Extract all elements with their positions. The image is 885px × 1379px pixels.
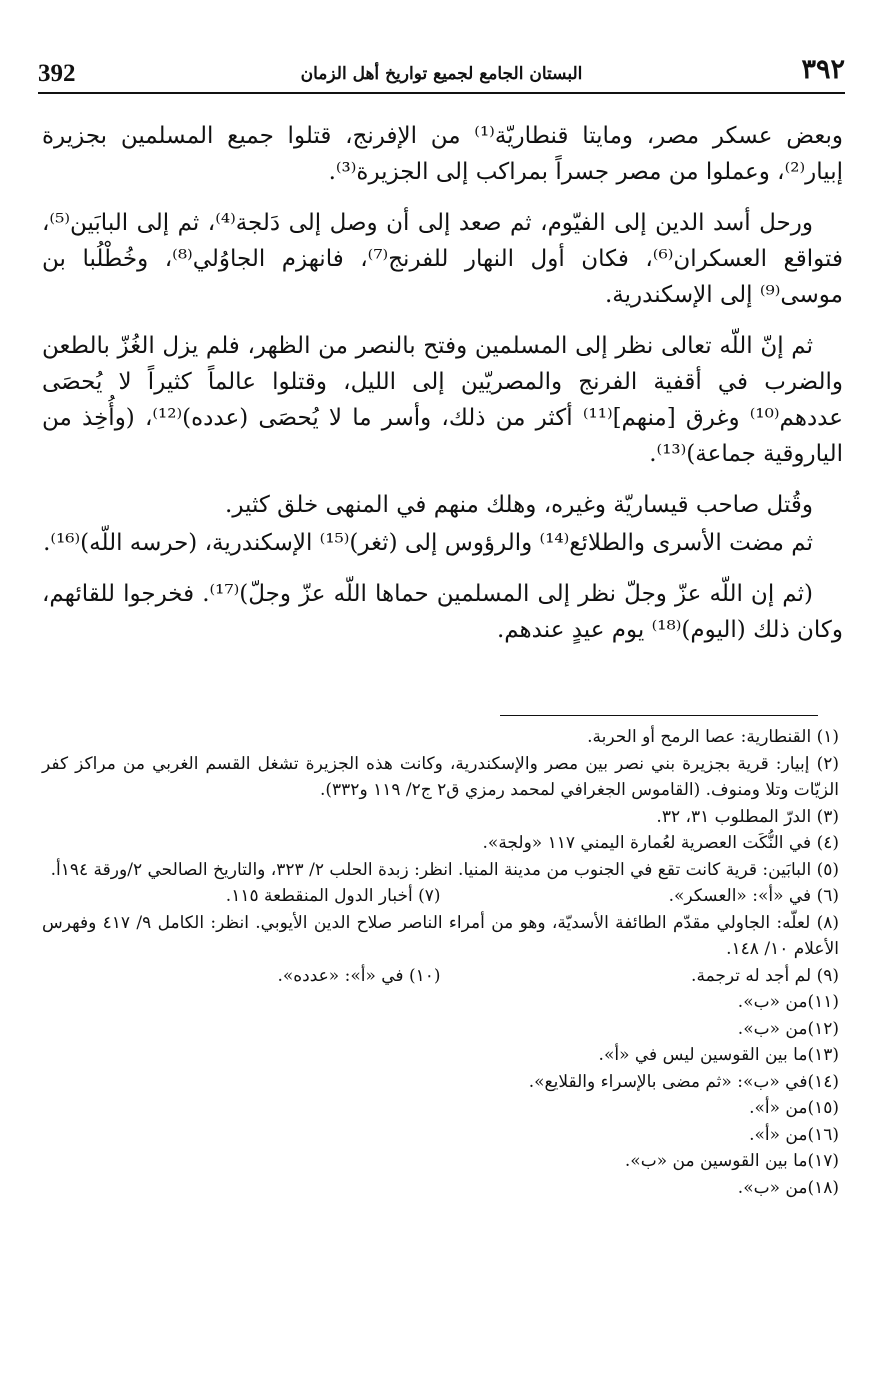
footnote: (٩) لم أجد له ترجمة. [691, 965, 839, 986]
page-number-arabic: ٣٩٢ [801, 54, 845, 85]
footnote: (٤) في النُّكَت العصرية لعُمارة اليمني ١١٧ «ولجة». [482, 833, 839, 853]
footnote: (١١)من «ب». [737, 992, 839, 1012]
footnote: (٦) في «أ»: «العسكر». [668, 886, 839, 906]
footnote: (٨) لعلّه: الجاولي مقدّم الطائفة الأسديّة، وهو من أمراء الناصر صلاح الدين الأيوبي. انظر: الكامل ٩/ ٤١٧ وفهرس الأعلام ١٠/ ١٤٨. [42, 912, 840, 959]
footnote-separator [500, 715, 818, 716]
footnote: (١٠) في «أ»: «عدده». [277, 965, 441, 986]
footnote: (١٣)ما بين القوسين ليس في «أ». [598, 1045, 839, 1065]
running-title: البستان الجامع لجميع تواريخ أهل الزمان [300, 64, 583, 84]
footnote-row [42, 883, 839, 910]
paragraph: ثم إنّ اللّه تعالى نظر إلى المسلمين وفتح بالنصر من الظهر، فلم يزل الغُزّ بالطعن والضرب في أقفية الفرنج والمصريّين إلى الليل، وقتلوا عالماً كثيراً لا يُحصَى عددهم⁽¹⁰⁾ وغرق [منهم]⁽¹¹⁾ أكثر من ذلك، وأسر ما لا يُحصَى (عدده)⁽¹²⁾، (وأُخِذ من الياروقية جماعة)⁽¹³⁾. [42, 333, 843, 467]
footnote: (١٨)من «ب». [737, 1177, 839, 1198]
paragraph: (ثم إن اللّه عزّ وجلّ نظر إلى المسلمين حماها اللّه عزّ وجلّ)⁽¹⁷⁾. فخرجوا للقائهم، وكان ذلك (اليوم)⁽¹⁸⁾ يوم عيدٍ عندهم. [42, 581, 843, 643]
paragraph: وقُتل صاحب قيساريّة وغيره، وهلك منهم في المنهى خلق كثير. [225, 492, 813, 518]
footnote: (٥) البابَين: قرية كانت تقع في الجنوب من مدينة المنيا. انظر: زبدة الحلب ٢/ ٣٢٣، والتاريخ الصالحي ٢/ورقة ١٩٤أ. [50, 859, 839, 880]
footnote: (١٥)من «أ». [749, 1098, 839, 1118]
footnote: (١٢)من «ب». [737, 1018, 839, 1039]
paragraph: ثم مضت الأسرى والطلائع⁽¹⁴⁾ والرؤوس إلى (ثغر)⁽¹⁵⁾ الإسكندرية، (حرسه اللّه)⁽¹⁶⁾. [43, 530, 813, 556]
page-number-latin: 392 [38, 60, 76, 87]
main-text [42, 118, 843, 663]
footnote: (١) القنطارية: عصا الرمح أو الحربة. [587, 727, 839, 747]
footnote: (١٧)ما بين القوسين من «ب». [624, 1151, 839, 1171]
footnote-row [42, 963, 839, 990]
footnotes [42, 724, 839, 1201]
footnote: (٣) الدرّ المطلوب ٣١، ٣٢. [656, 806, 839, 827]
footnote: (٧) أخبار الدول المنقطعة ١١٥. [225, 886, 441, 906]
footnote: (٢) إبيار: قرية بجزيرة بني نصر بين مصر والإسكندرية، وكانت هذه الجزيرة تشغل القسم الغربي من مراكز كفر الزيّات وتلا ومنوف. (القاموس الجغرافي لمحمد رمزي ق٢ ج٢/ ١١٩ و٣٣٢). [42, 753, 839, 800]
paragraph: ورحل أسد الدين إلى الفيّوم، ثم صعد إلى أن وصل إلى دَلجة⁽⁴⁾، ثم إلى البابَين⁽⁵⁾، فتواقع العسكران⁽⁶⁾، فكان أول النهار للفرنج⁽⁷⁾، فانهزم الجاوُلي⁽⁸⁾، وخُطْلُبا بن موسى⁽⁹⁾ إلى الإسكندرية. [42, 210, 843, 308]
footnote: (١٦)من «أ». [749, 1124, 839, 1145]
footnote: (١٤)في «ب»: «ثم مضى بالإسراء والقلايع». [528, 1071, 839, 1092]
page-header [38, 52, 845, 94]
paragraph: وبعض عسكر مصر، ومايتا قنطاريّة⁽¹⁾ من الإفرنج، قتلوا جميع المسلمين بجزيرة إبيار⁽²⁾، وعملوا من مصر جسراً بمراكب إلى الجزيرة⁽³⁾. [42, 123, 843, 185]
